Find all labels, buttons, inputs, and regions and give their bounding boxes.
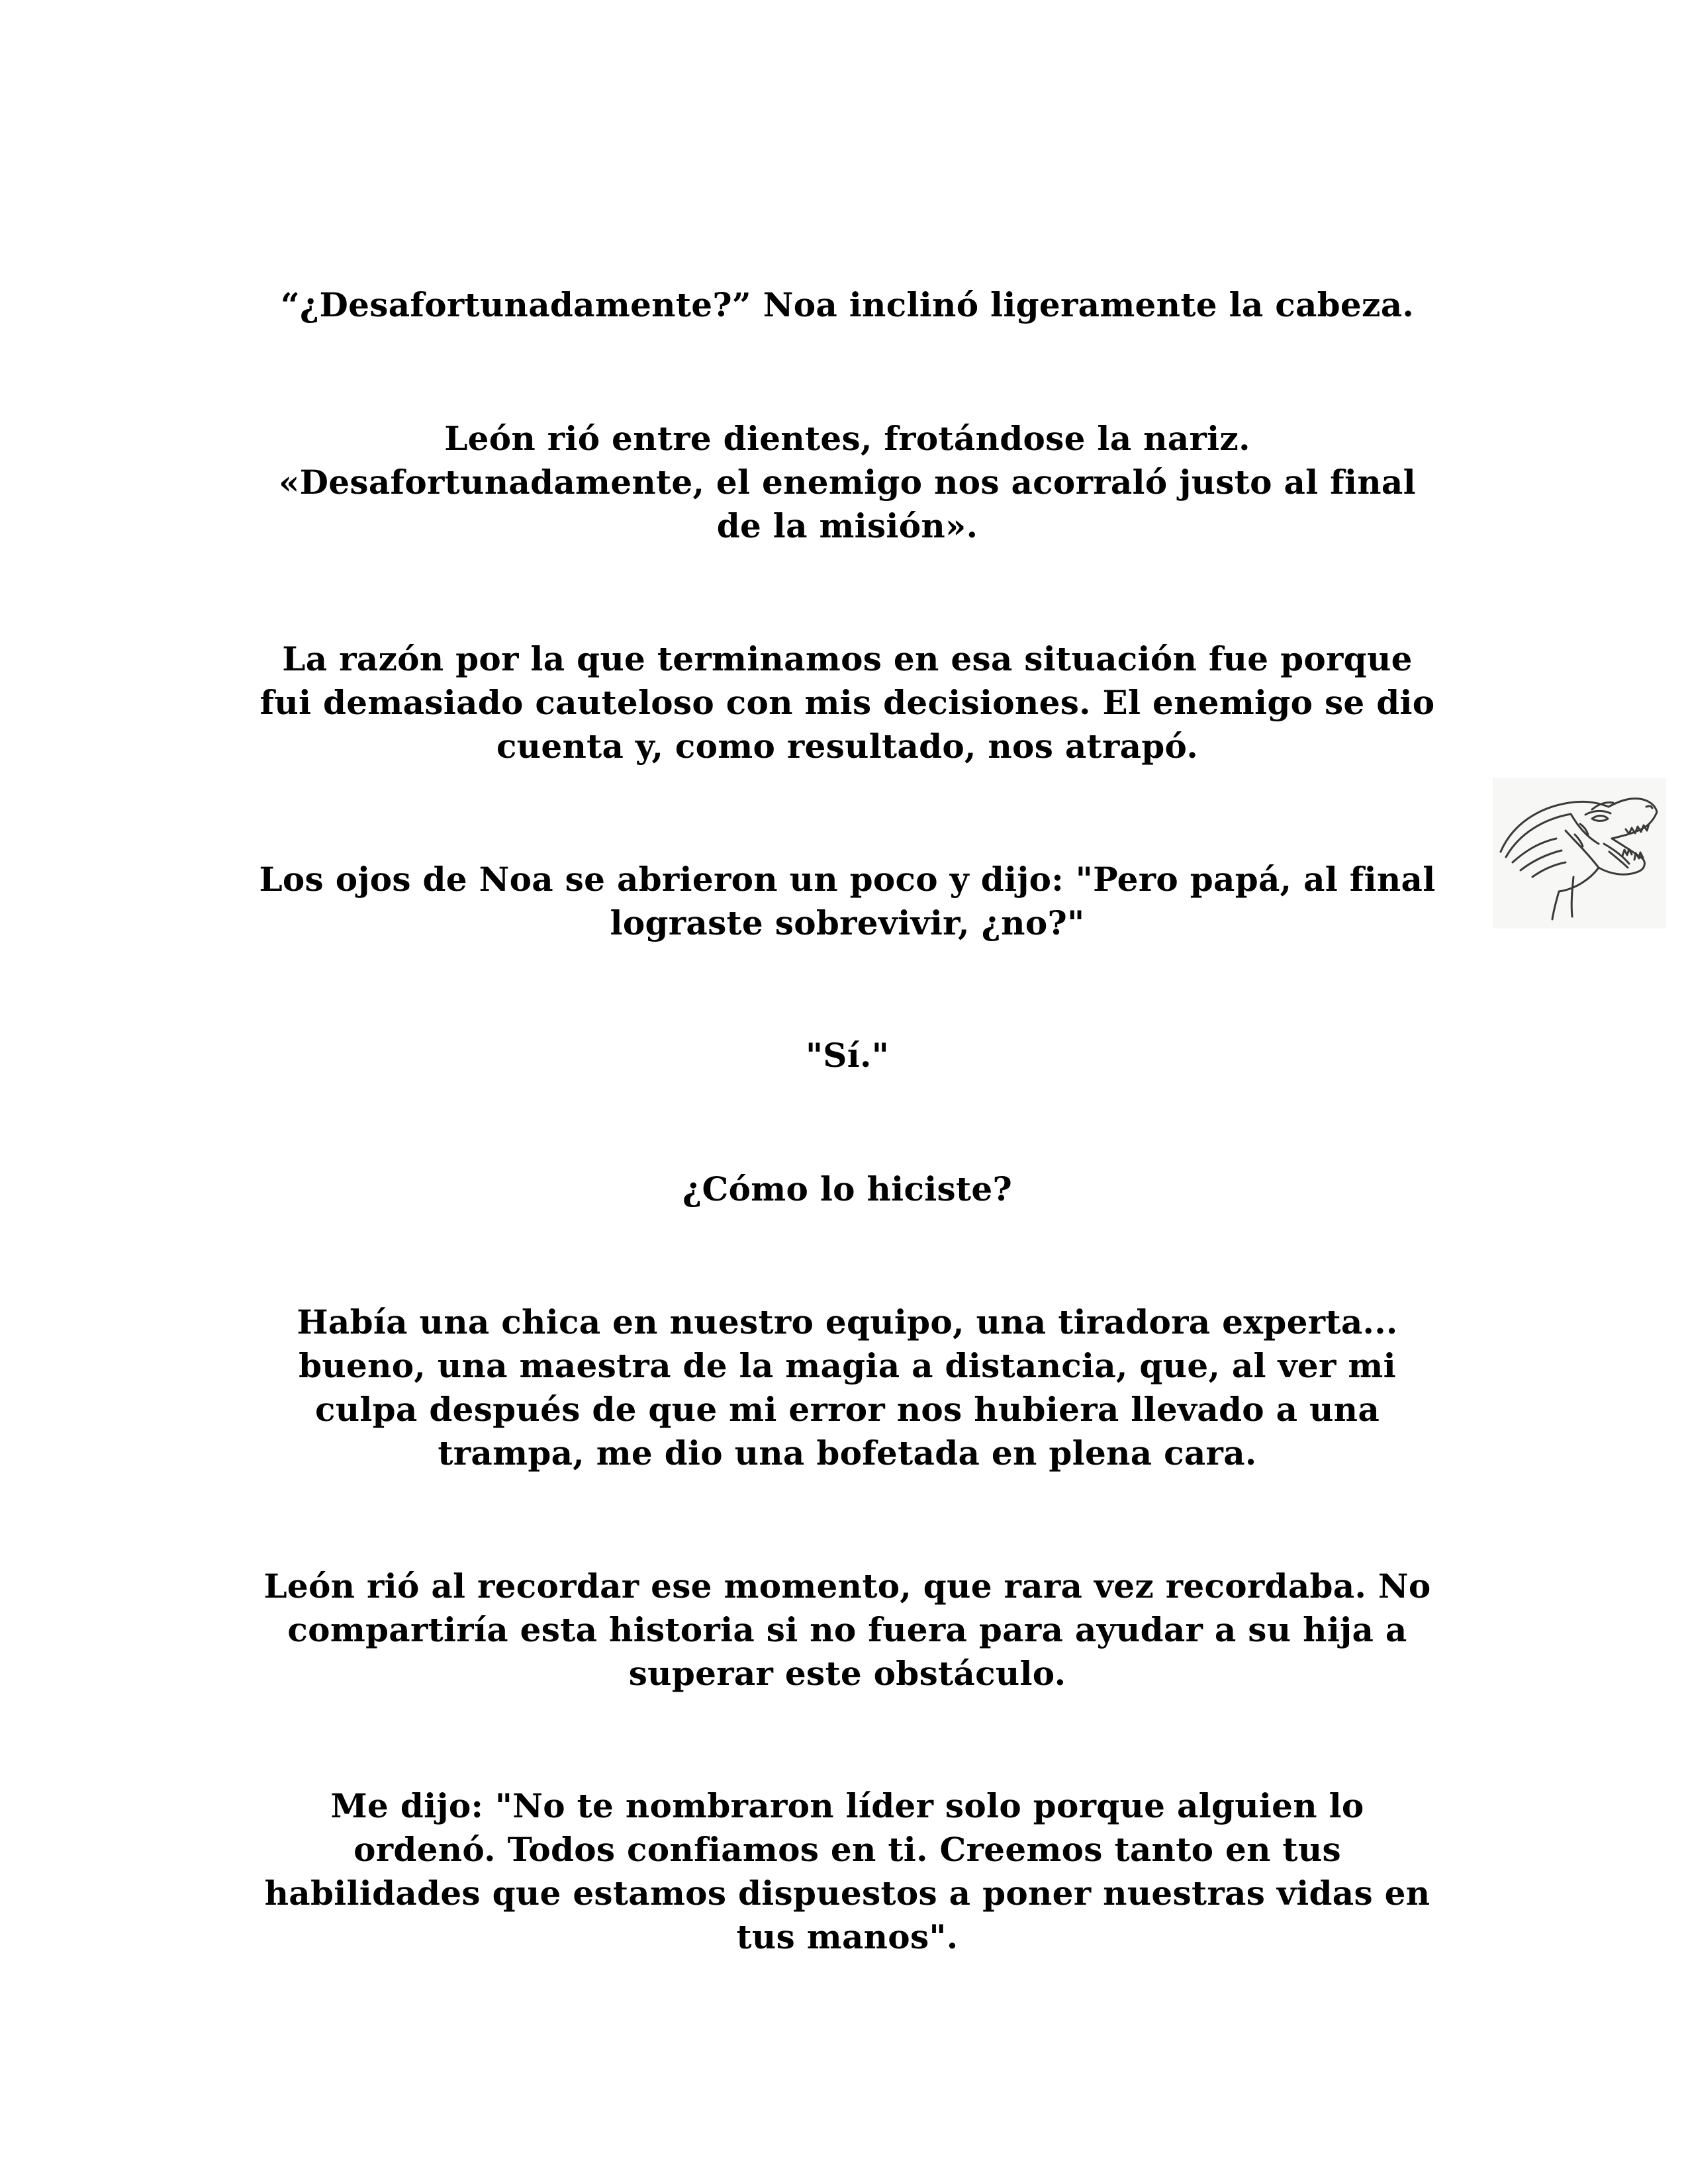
text-line: cuenta y, como resultado, nos atrapó. [496, 727, 1199, 766]
text-line: La razón por la que terminamos en esa situación fue porque [282, 639, 1413, 678]
text-line: Los ojos de Noa se abrieron un poco y dijo: "Pero papá, al final [259, 860, 1436, 899]
dinosaur-head-sketch-icon [1493, 778, 1666, 929]
text-line: ordenó. Todos confiamos en ti. Creemos tanto en tus [353, 1830, 1341, 1869]
text-line: de la misión». [716, 506, 978, 545]
paragraph-3 [218, 637, 1476, 768]
text-line: "Sí." [805, 1036, 890, 1075]
text-line: bueno, una maestra de la magia a distancia, que, al ver mi [299, 1346, 1396, 1385]
text-line: León rió entre dientes, frotándose la nariz. [444, 419, 1250, 458]
text-line: ¿Cómo lo hiciste? [682, 1169, 1013, 1208]
text-line: fui demasiado cauteloso con mis decisiones. El enemigo se dio [259, 683, 1435, 722]
paragraph-8 [218, 1565, 1476, 1696]
paragraph-6 [218, 1167, 1476, 1211]
paragraph-5 [218, 1034, 1476, 1077]
text-line: «Desafortunadamente, el enemigo nos acorraló justo al final [279, 463, 1416, 502]
paragraph-4 [218, 858, 1476, 945]
text-line: tus manos". [736, 1917, 959, 1956]
text-line: culpa después de que mi error nos hubiera llevado a una [314, 1390, 1380, 1429]
paragraph-7 [218, 1300, 1476, 1475]
text-line: habilidades que estamos dispuestos a poner nuestras vidas en [264, 1874, 1430, 1913]
text-line: superar este obstáculo. [628, 1654, 1066, 1693]
text-line: Me dijo: "No te nombraron líder solo porque alguien lo [330, 1786, 1364, 1825]
text-line: trampa, me dio una bofetada en plena cara. [438, 1433, 1257, 1473]
text-line: “¿Desafortunadamente?” Noa inclinó ligeramente la cabeza. [280, 285, 1415, 324]
paragraph-1 [218, 283, 1476, 327]
text-line: León rió al recordar ese momento, que rara vez recordaba. No [263, 1567, 1431, 1606]
text-line: Había una chica en nuestro equipo, una tiradora experta... [297, 1302, 1398, 1342]
text-line: lograste sobrevivir, ¿no?" [610, 903, 1085, 942]
paragraph-9 [218, 1784, 1476, 1959]
text-line: compartiría esta historia si no fuera para ayudar a su hija a [287, 1610, 1407, 1649]
paragraph-2 [218, 417, 1476, 548]
